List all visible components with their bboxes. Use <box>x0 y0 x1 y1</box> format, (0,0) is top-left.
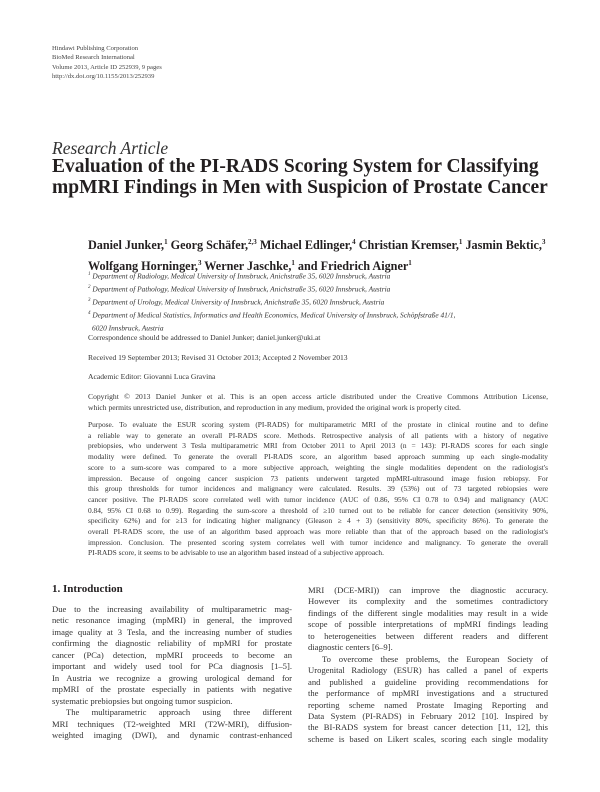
body-line: diagnostic centers [6–9]. <box>308 642 393 653</box>
abstract-line: score to a sum-score was compared to a more subjective approach, weighting the single modalities dependent on the radiologist's <box>88 462 548 472</box>
author: and Friedrich Aigner <box>297 258 409 273</box>
abstract-line: a reliable way to generate an overall PI-RADS score. Methods. Retrospective analysis of all patients with a history of negative <box>88 430 548 440</box>
copyright-line: which permits unrestricted use, distribution, and reproduction in any medium, provided the original work is properly cited. <box>88 403 461 412</box>
body-line: MRI techniques (T2-weighted MRI (T2W-MRI), diffusion- <box>52 718 292 729</box>
body-line: The multiparametric approach using three different <box>66 707 292 718</box>
affiliation-marker: 1 <box>291 258 295 267</box>
author: Georg Schäfer, <box>170 238 249 253</box>
author: Werner Jaschke, <box>204 258 292 273</box>
abstract-line: cancer positive. The PI-RADS score correlated well with tumor incidence (AUC of 0.86, 95% CI 0.78 to 0.94) and malignancy (AUC <box>88 494 548 504</box>
affiliation-number: 2 <box>88 284 91 290</box>
title-line: Evaluation of the PI-RADS Scoring System for Classifying <box>52 156 539 177</box>
affiliation-text: Department of Pathology, Medical University of Innsbruck, Anichstraße 35, 6020 Innsbruck, Austria <box>92 284 391 294</box>
copyright-line: Copyright © 2013 Daniel Junker et al. This is an open access article distributed under the Creative Commons Attribution License, <box>88 392 548 401</box>
dates: Received 19 September 2013; Revised 31 October 2013; Accepted 2 November 2013 <box>88 353 348 362</box>
paper-title <box>52 156 548 198</box>
abstract-line: specificity 62%) and for ≥13 for indicating higher malignancy (Gleason ≥ 4 + 3) (sensitivity 80%, specificity 86%). To generate the <box>88 516 548 526</box>
body-line: Data System (PI-RADS) in February 2012 [10]. Inspired by <box>308 710 548 721</box>
body-line: confirming the diagnostic reliability of mpMRI for prostate <box>52 638 292 649</box>
affiliations <box>88 269 455 334</box>
body-line: In Austria we recognize a growing urological demand for <box>52 672 292 683</box>
left-column <box>52 604 292 741</box>
body-line: important and widely used tool for PCa diagnosis [1–5]. <box>52 661 292 672</box>
affiliation <box>88 269 455 282</box>
body-line: findings of the different single modalities may result in a wide <box>308 607 548 618</box>
academic-editor: Academic Editor: Giovanni Luca Gravina <box>88 372 216 381</box>
header-line: BioMed Research International <box>52 54 135 62</box>
affiliation <box>88 321 455 334</box>
copyright <box>88 391 548 413</box>
affiliation-marker: 1 <box>458 238 463 246</box>
body-line: netic resonance imaging (mpMRI) in general, the improved <box>52 615 292 626</box>
abstract-line: overall PI-RADS score, the use of an algorithm based approach was more reliable than that of the approach based on the radiologist's <box>88 527 548 537</box>
affiliation-marker: 3 <box>197 258 202 267</box>
body-line: the performance of mpMRI investigations and a structured <box>308 688 548 699</box>
correspondence: Correspondence should be addressed to Daniel Junker; daniel.junker@uki.at <box>88 333 321 342</box>
affiliation-marker: 3 <box>541 238 546 246</box>
journal-header <box>52 44 162 81</box>
affiliation-marker: 1 <box>408 258 412 267</box>
affiliation-number: 1 <box>88 272 91 277</box>
body-line: mpMRI of the prostate especially in patients with negative <box>52 684 292 695</box>
author: Wolfgang Horninger, <box>88 258 198 273</box>
body-line: However its complexity and the sometimes contradictory <box>308 596 548 607</box>
body-line: systematic prebiopsies but ongoing tumor suspicion. <box>52 695 233 706</box>
header-line: Volume 2013, Article ID 252939, 9 pages <box>52 63 162 71</box>
author: Christian Kremser, <box>358 238 459 253</box>
section-heading: 1. Introduction <box>52 583 123 595</box>
article-type: Research Article <box>52 138 169 158</box>
abstract-line: Purpose. To evaluate the ESUR scoring system (PI-RADS) for multiparametric MRI of the prostate in clinical routine and to define <box>88 420 548 429</box>
abstract-line: this group thresholds for tumor incidences and malignancy were calculated. Results. 39 (53%) out of 73 targeted rebiopsies were <box>88 484 548 494</box>
affiliation-text: 6020 Innsbruck, Austria <box>92 323 164 333</box>
body-line: image quality at 3 Tesla, and the increasing number of studies <box>52 626 292 637</box>
affiliation-text: Department of Medical Statistics, Informatics and Health Economics, Medical University of Innsbruck, Schöpfstraße 41/1, <box>92 310 456 320</box>
abstract-line: 0.84, 95% CI 0.68 to 0.99). Regarding the sum-score a threshold of ≥10 turned out to be reliable for cancer detection (sensitivity 90%, <box>88 505 548 515</box>
abstract-line: PI-RADS score, it seems to be advisable to use an algorithm based instead of a subjective approach. <box>88 548 384 558</box>
header-line: Hindawi Publishing Corporation <box>52 45 139 52</box>
body-line: weighted imaging (DWI), and dynamic contrast-enhanced <box>52 729 292 740</box>
body-line: Urogenital Radiology (ESUR) has called a panel of experts <box>308 665 548 676</box>
body-line: and published a guideline providing recommendations for <box>308 676 548 687</box>
abstract-line: prebiopsies, who underwent 3 Tesla multiparametric MRI from October 2011 to April 2013 (n = 143): PI-RADS scores for each single <box>88 441 548 451</box>
body-line: cancer (PCa) detection, mpMRI proceeds to become an <box>52 649 292 660</box>
author: Michael Edlinger, <box>259 238 353 253</box>
header-line: http://dx.doi.org/10.1155/2013/252939 <box>52 72 155 80</box>
abstract-line: modality were defined. To generate the overall PI-RADS score, an algorithm based approach summing up each single-modality <box>88 452 548 462</box>
affiliation-number: 3 <box>88 297 91 303</box>
body-line: Due to the increasing availability of multiparametric mag- <box>52 604 292 614</box>
affiliation <box>88 308 455 321</box>
body-line: to heterogeneities between different readers and different <box>308 630 548 641</box>
title-line: mpMRI Findings in Men with Suspicion of Prostate Cancer <box>52 177 548 198</box>
abstract <box>88 420 548 559</box>
abstract-line: impression. Conclusion. The presented scoring system correlates well with tumor incidence and malignancy. To generate the overall <box>88 537 548 547</box>
body-line: scheme is based on Likert scales, scoring each single modality <box>308 733 548 744</box>
body-line: reporting scheme named Prostate Imaging Reporting and <box>308 699 548 710</box>
affiliation-marker: 4 <box>352 238 356 246</box>
affiliation <box>88 282 455 295</box>
body-line: MRI (DCE-MRI)) can improve the diagnostic accuracy. <box>308 585 548 595</box>
affiliation-marker: 2,3 <box>248 238 257 246</box>
affiliation-text: Department of Urology, Medical University of Innsbruck, Anichstraße 35, 6020 Innsbruck, Austria <box>92 297 385 307</box>
affiliation-marker: 1 <box>164 238 168 246</box>
affiliation <box>88 295 455 308</box>
abstract-line: impression. Because of ongoing cancer suspicion 73 patients underwent targeted mpMRI-ultrasound image fusion rebiopsy. For <box>88 473 548 483</box>
author: Daniel Junker, <box>88 238 165 253</box>
body-line: scope of possible interpretations of mpMRI findings leading <box>308 619 548 630</box>
body-line: the BI-RADS system for breast cancer detection [11, 12], this <box>308 722 548 733</box>
affiliation-number: 4 <box>88 310 91 316</box>
affiliation-text: Department of Radiology, Medical University of Innsbruck, Anichstraße 35, 6020 Innsbruck, Austria <box>92 271 391 281</box>
author: Jasmin Bektic, <box>465 238 542 253</box>
right-column <box>308 585 548 745</box>
body-line: To overcome these problems, the European Society of <box>322 653 548 664</box>
